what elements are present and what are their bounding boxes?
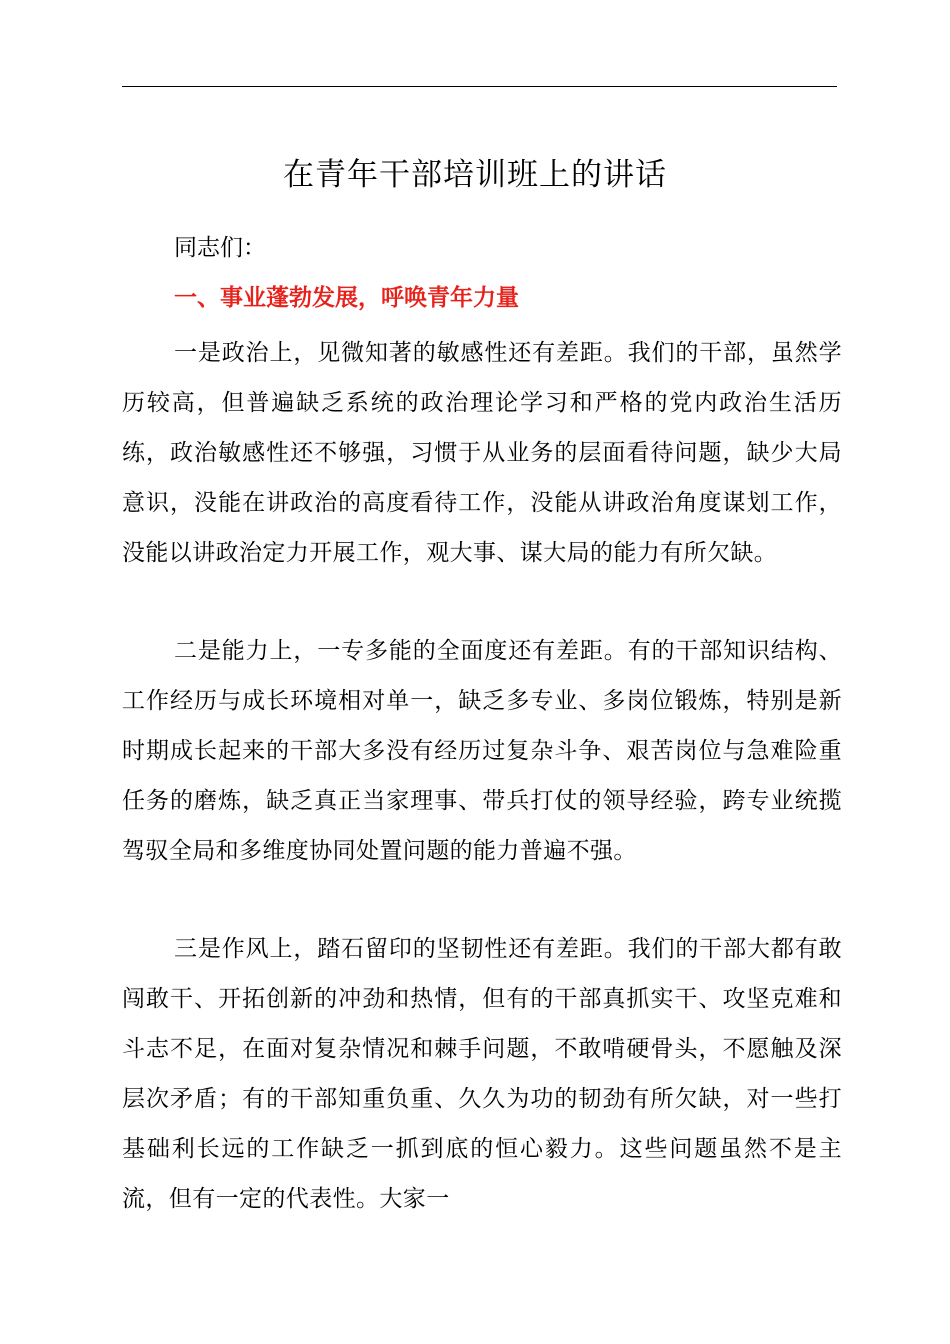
paragraph-style: 三是作风上，踏石留印的坚韧性还有差距。我们的干部大都有敢闯敢干、开拓创新的冲劲和热情，但有的干部真抓实干、攻坚克难和斗志不足，在面对复杂情况和棘手问题，不敢啃硬骨头，不愿触及深层次矛盾；有的干部知重负重、久久为功的韧劲有所欠缺，对一些打基础利长远的工作缺乏一抓到底的恒心毅力。这些问题虽然不是主流，但有一定的代表性。大家一 [122, 936, 842, 1212]
document-title: 在青年干部培训班上的讲话 [283, 157, 667, 193]
paragraph-ability: 二是能力上，一专多能的全面度还有差距。有的干部知识结构、工作经历与成长环境相对单一，缺乏多专业、多岗位锻炼，特别是新时期成长起来的干部大多没有经历过复杂斗争、艰苦岗位与急难险重任务的磨炼，缺乏真正当家理事、带兵打仗的领导经验，跨专业统揽驾驭全局和多维度协同处置问题的能力普遍不强。 [122, 638, 842, 864]
header-rule [122, 86, 837, 87]
salutation: 同志们： [174, 235, 266, 261]
section-heading: 一、事业蓬勃发展，呼唤青年力量 [174, 285, 519, 311]
paragraph-politics: 一是政治上，见微知著的敏感性还有差距。我们的干部，虽然学历较高，但普遍缺乏系统的政治理论学习和严格的党内政治生活历练，政治敏感性还不够强，习惯于从业务的层面看待问题，缺少大局意识，没能在讲政治的高度看待工作，没能从讲政治角度谋划工作，没能以讲政治定力开展工作，观大事、谋大局的能力有所欠缺。 [122, 340, 842, 566]
